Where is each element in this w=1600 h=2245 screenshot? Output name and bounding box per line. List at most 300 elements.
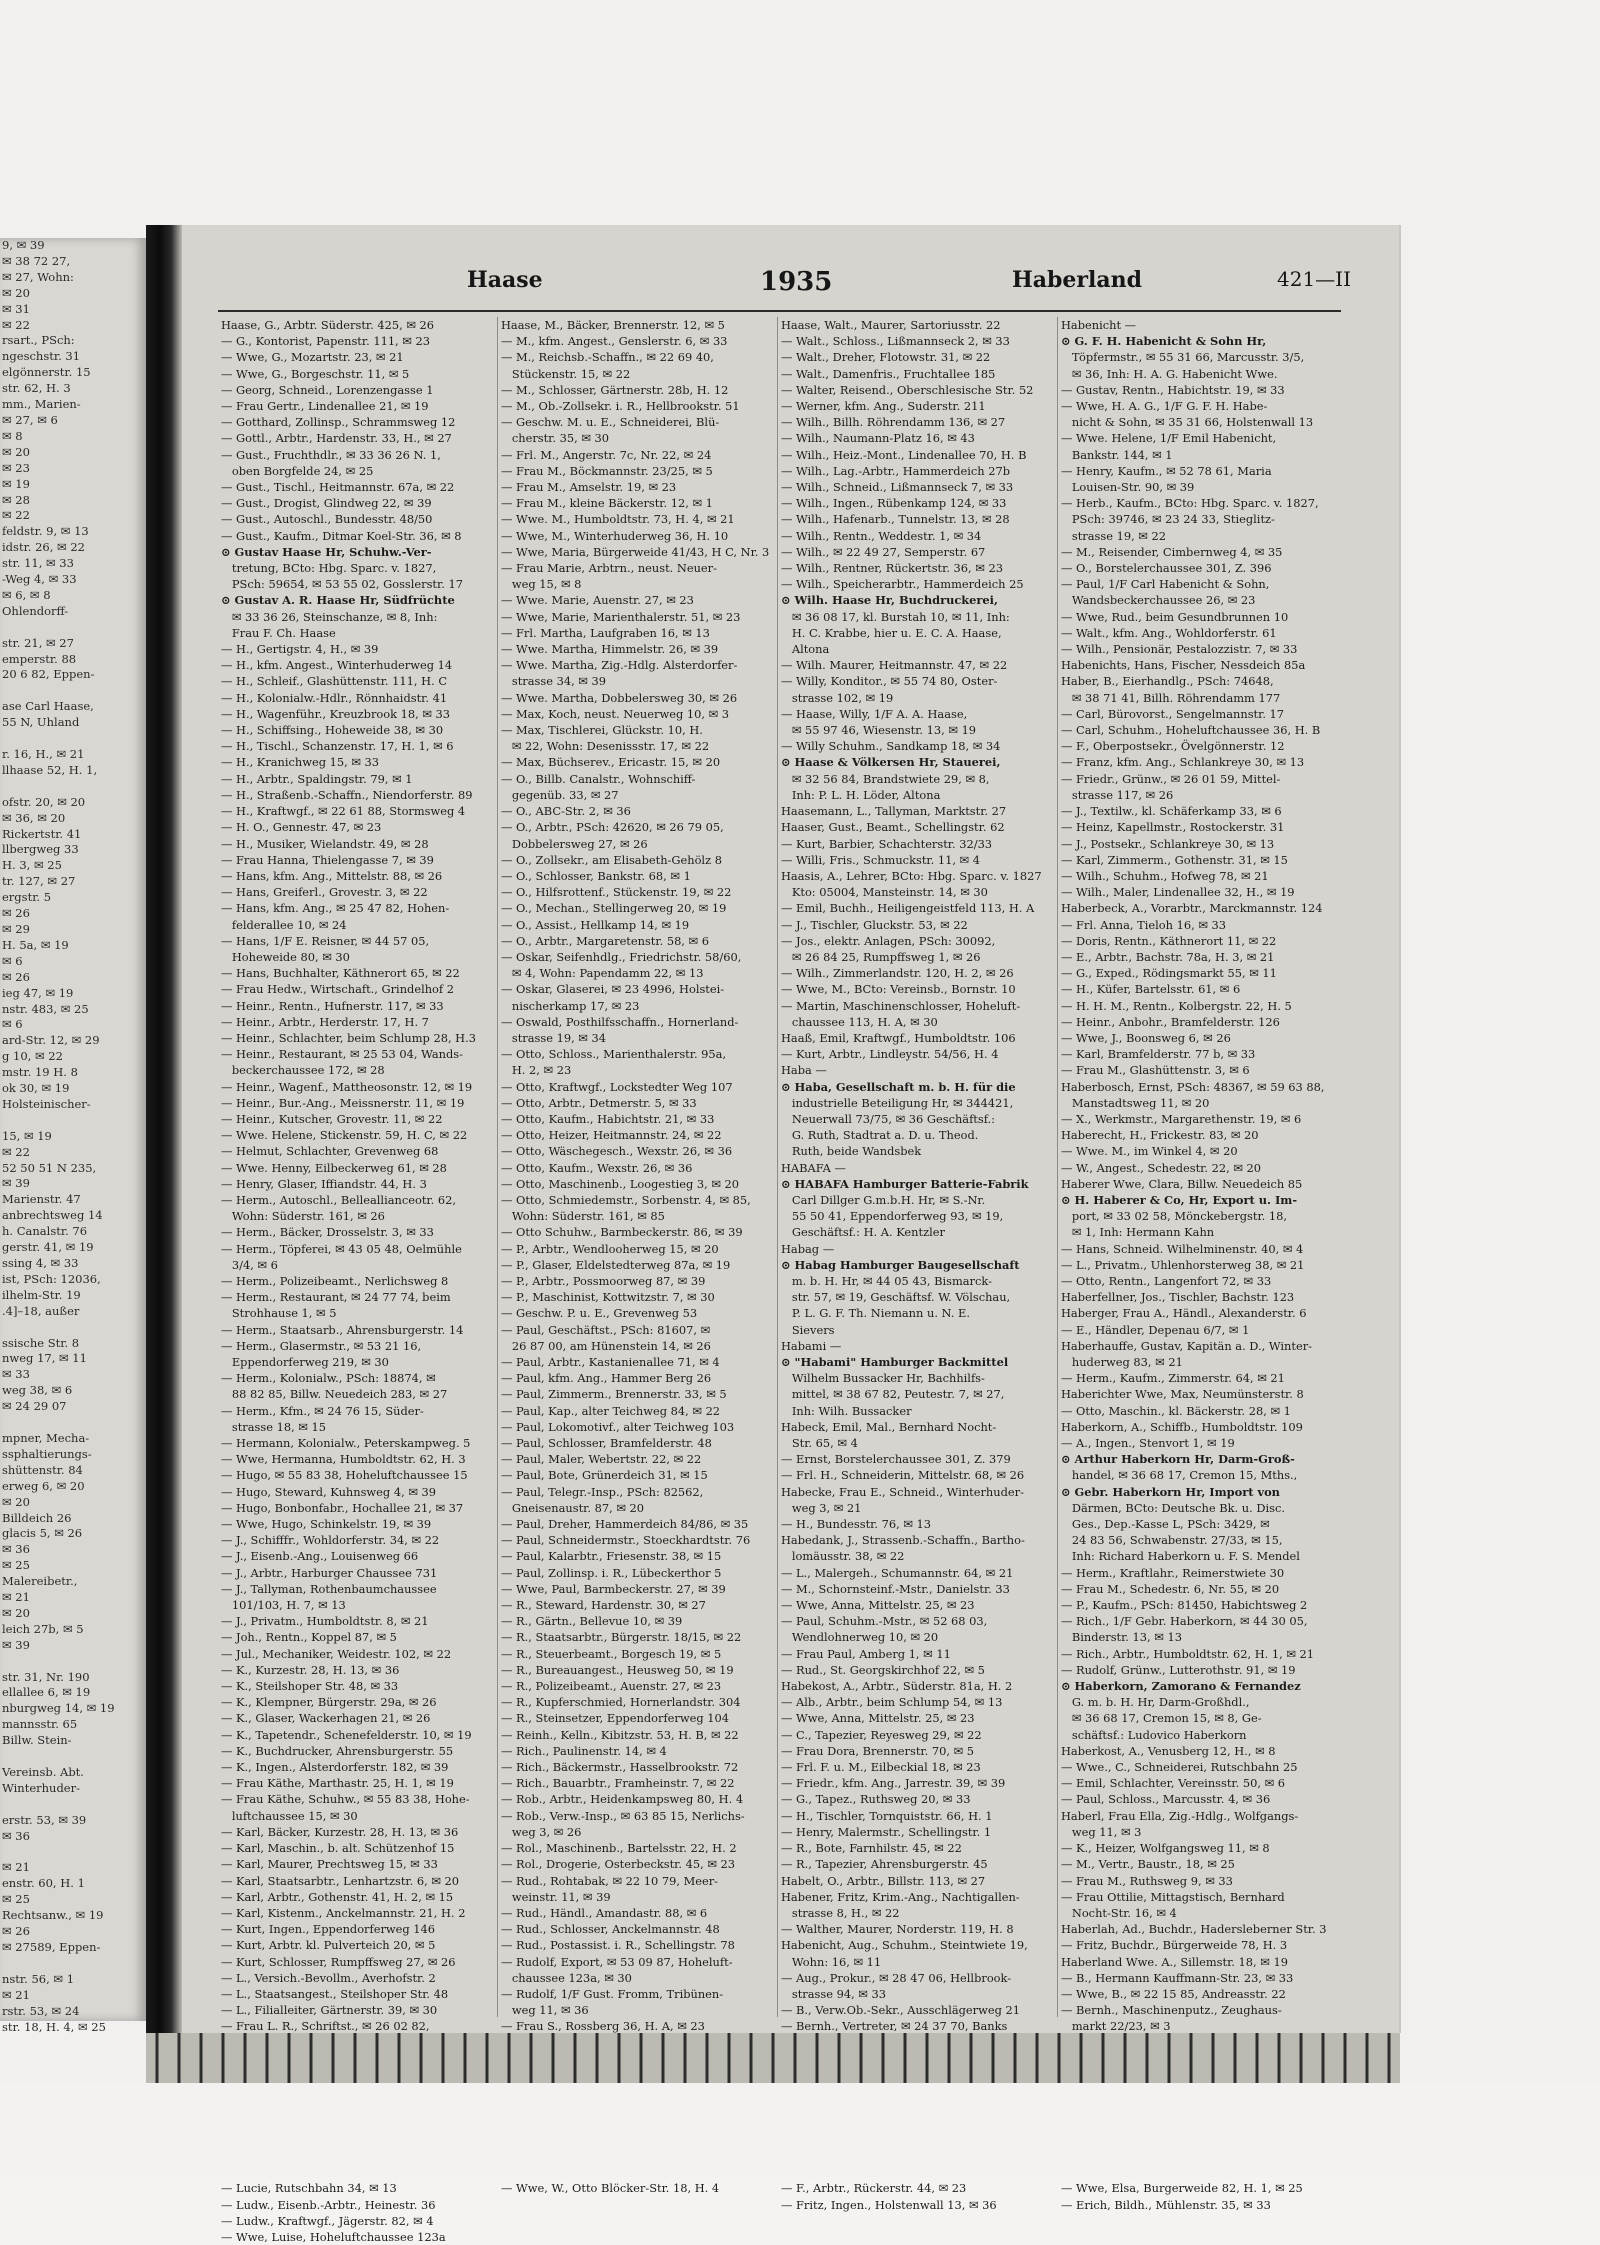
directory-entry: — J., Tallyman, Rothenbaumchaussee [221, 1581, 437, 1596]
left-page-line: ✉ 39 [2, 1176, 30, 1191]
directory-entry: — Gotthard, Zollinsp., Schrammsweg 12 [221, 415, 456, 430]
left-page-line: elgönnerstr. 15 [2, 365, 91, 380]
directory-entry: ⊙ Haase & Völkersen Hr, Stauerei, [781, 755, 1001, 770]
directory-entry: schäftsf.: Ludovico Haberkorn [1061, 1727, 1247, 1742]
directory-entry: — Ludw., Eisenb.-Arbtr., Heinestr. 36 [221, 2197, 436, 2212]
directory-entry: Haberland Wwe. A., Sillemstr. 18, ✉ 19 [1061, 1954, 1288, 1969]
left-page-line: ✉ 8 [2, 428, 23, 443]
directory-entry: — Hermann, Kolonialw., Peterskampweg. 5 [221, 1436, 471, 1451]
directory-entry: — Rudolf, Export, ✉ 53 09 87, Hoheluft- [501, 1954, 733, 1969]
directory-entry: — Rich., Paulinenstr. 14, ✉ 4 [501, 1743, 667, 1758]
directory-entry: — Wilh., Ingen., Rübenkamp 124, ✉ 33 [781, 496, 1007, 511]
directory-entry: weg 3, ✉ 21 [781, 1500, 862, 1515]
directory-entry: — A., Ingen., Stenvort 1, ✉ 19 [1061, 1436, 1235, 1451]
directory-entry: Haberichter Wwe, Max, Neumünsterstr. 8 [1061, 1387, 1304, 1402]
directory-entry: — Geschw. P. u. E., Grevenweg 53 [501, 1306, 698, 1321]
left-page-line: Marienstr. 47 [2, 1192, 81, 1207]
directory-entry: — G., Kontorist, Papenstr. 111, ✉ 23 [221, 334, 430, 349]
left-page-line: -Weg 4, ✉ 33 [2, 572, 77, 587]
left-page-line: ist, PSch: 12036, [2, 1271, 101, 1286]
directory-entry: — R., Tapezier, Ahrensburgerstr. 45 [781, 1857, 988, 1872]
binding-edge [146, 2033, 1400, 2083]
directory-entry: G. Ruth, Stadtrat a. D. u. Theod. [781, 1128, 979, 1143]
directory-entry: — Frau L. R., Schriftst., ✉ 26 02 82, [221, 2019, 430, 2034]
directory-entry: — Wilh., ✉ 22 49 27, Semperstr. 67 [781, 544, 986, 559]
left-page-line: glacis 5, ✉ 26 [2, 1526, 83, 1541]
directory-entry: — Karl, Kistenm., Anckelmannstr. 21, H. 2 [221, 1905, 466, 1920]
left-page-line: ✉ 36 [2, 1828, 30, 1843]
directory-entry: — F., Arbtr., Rückerstr. 44, ✉ 23 [781, 2181, 967, 2196]
directory-entry: — Jos., elektr. Anlagen, PSch: 30092, [781, 933, 996, 948]
directory-entry: Kto: 05004, Mansteinstr. 14, ✉ 30 [781, 885, 988, 900]
directory-entry: — Jul., Mechaniker, Weidestr. 102, ✉ 22 [221, 1646, 452, 1661]
directory-entry: Gneisenaustr. 87, ✉ 20 [501, 1500, 644, 1515]
directory-entry: — H., Arbtr., Spaldingstr. 79, ✉ 1 [221, 771, 413, 786]
left-page-line: ✉ 21 [2, 1987, 30, 2002]
directory-entry: — B., Verw.Ob.-Sekr., Ausschlägerweg 21 [781, 2003, 1021, 2018]
directory-entry: ✉ 33 36 26, Steinschanze, ✉ 8, Inh: [221, 609, 438, 624]
directory-entry: — Otto Schuhw., Barmbeckerstr. 86, ✉ 39 [501, 1225, 743, 1240]
directory-entry: — Frau Hanna, Thielengasse 7, ✉ 39 [221, 852, 434, 867]
left-page-line: str. 21, ✉ 27 [2, 635, 74, 650]
left-page-line: 15, ✉ 19 [2, 1128, 52, 1143]
left-page-line: gerstr. 41, ✉ 19 [2, 1240, 94, 1255]
page-header [182, 267, 1399, 301]
page-number: 421—II [1277, 267, 1351, 291]
directory-entry: — K., Steilshoper Str. 48, ✉ 33 [221, 1679, 399, 1694]
directory-entry: — Wilh., Billh. Röhrendamm 136, ✉ 27 [781, 415, 1006, 430]
left-page-line [0, 1415, 146, 1431]
directory-entry: — Wilh. Maurer, Heitmannstr. 47, ✉ 22 [781, 658, 1008, 673]
directory-entry: — M., Schlosser, Gärtnerstr. 28b, H. 12 [501, 382, 729, 397]
directory-entry: — Gustav, Rentn., Habichtstr. 19, ✉ 33 [1061, 382, 1285, 397]
left-page-line: str. 18, H. 4, ✉ 25 [2, 2019, 106, 2034]
directory-entry: — Wwe. Martha, Dobbelersweg 30, ✉ 26 [501, 690, 738, 705]
directory-entry: — J., Eisenb.-Ang., Louisenweg 66 [221, 1549, 419, 1564]
directory-entry: — O., Hilfsrottenf., Stückenstr. 19, ✉ 22 [501, 885, 732, 900]
directory-entry: — Wwe. Marie, Auenstr. 27, ✉ 23 [501, 593, 694, 608]
directory-entry: Hoheweide 80, ✉ 30 [221, 949, 350, 964]
directory-entry: — Wilh., Rentner, Rückertstr. 36, ✉ 23 [781, 561, 1003, 576]
directory-entry: ⊙ H. Haberer & Co, Hr, Export u. Im- [1061, 1192, 1298, 1207]
directory-entry: — Frau Ottilie, Mittagstisch, Bernhard [1061, 1889, 1285, 1904]
directory-entry: Bankstr. 144, ✉ 1 [1061, 447, 1173, 462]
directory-entry: Haberkost, A., Venusberg 12, H., ✉ 8 [1061, 1743, 1276, 1758]
directory-entry: markt 22/23, ✉ 3 [1061, 2019, 1171, 2034]
directory-entry: — H., Tischl., Schanzenstr. 17, H. 1, ✉ 6 [221, 739, 454, 754]
left-page-line: anbrechtsweg 14 [2, 1208, 103, 1223]
header-left-name: Haase [467, 267, 543, 293]
directory-entry: — G., Tapez., Ruthsweg 20, ✉ 33 [781, 1792, 971, 1807]
directory-entry: — Herm., Glasermstr., ✉ 53 21 16, [221, 1338, 422, 1353]
directory-entry: — F., Oberpostsekr., Övelgönnerstr. 12 [1061, 739, 1285, 754]
directory-entry: — O., Assist., Hellkamp 14, ✉ 19 [501, 917, 690, 932]
directory-entry: Nocht-Str. 16, ✉ 4 [1061, 1905, 1177, 1920]
directory-entry: — Heinr., Arbtr., Herderstr. 17, H. 7 [221, 1014, 429, 1029]
directory-entry: — Wwe, Paul, Barmbeckerstr. 27, ✉ 39 [501, 1581, 726, 1596]
left-page-line: ✉ 20 [2, 444, 30, 459]
left-page-line: llbergweg 33 [2, 842, 79, 857]
directory-entry: — Rich., Bäckermstr., Hasselbrookstr. 72 [501, 1760, 739, 1775]
directory-entry: — Otto, Heizer, Heitmannstr. 24, ✉ 22 [501, 1128, 722, 1143]
directory-entry: Frau F. Ch. Haase [221, 625, 336, 640]
directory-entry: — Otto, Maschin., kl. Bäckerstr. 28, ✉ 1 [1061, 1403, 1291, 1418]
directory-entry: Haaß, Emil, Kraftwgf., Humboldtstr. 106 [781, 1030, 1016, 1045]
directory-entry: — R., Polizeibeamt., Auenstr. 27, ✉ 23 [501, 1679, 722, 1694]
directory-entry: — Wwe, Maria, Bürgerweide 41/43, H C, Nr. 3 [501, 544, 770, 559]
directory-entry: Wandsbeckerchaussee 26, ✉ 23 [1061, 593, 1256, 608]
directory-entry: — Gust., Tischl., Heitmannstr. 67a, ✉ 22 [221, 480, 455, 495]
directory-entry: — Walther, Maurer, Norderstr. 119, H. 8 [781, 1922, 1014, 1937]
directory-entry: — Walt., Schloss., Lißmannseck 2, ✉ 33 [781, 334, 1010, 349]
left-page-line: ✉ 6 [2, 953, 23, 968]
directory-entry: tretung, BCto: Hbg. Sparc. v. 1827, [221, 561, 437, 576]
directory-entry: 55 50 41, Eppendorferweg 93, ✉ 19, [781, 1209, 1004, 1224]
directory-entry: — Herm., Kraftlahr., Reimerstwiete 30 [1061, 1565, 1285, 1580]
directory-entry: — Hans, kfm. Ang., ✉ 25 47 82, Hohen- [221, 901, 450, 916]
directory-entry: — Frau M., Schedestr. 6, Nr. 55, ✉ 20 [1061, 1581, 1280, 1596]
directory-entry: — Frl. H., Schneiderin, Mittelstr. 68, ✉ 26 [781, 1468, 1025, 1483]
directory-entry: — Wwe. Helene, 1/F Emil Habenicht, [1061, 431, 1277, 446]
directory-entry: — Frau Paul, Amberg 1, ✉ 11 [781, 1646, 951, 1661]
directory-entry: — Paul, Maler, Webertstr. 22, ✉ 22 [501, 1452, 702, 1467]
directory-entry: Neuerwall 73/75, ✉ 36 Geschäftsf.: [781, 1111, 995, 1126]
directory-entry: ⊙ Wilh. Haase Hr, Buchdruckerei, [781, 593, 998, 608]
directory-entry: — Emil, Schlachter, Vereinsstr. 50, ✉ 6 [1061, 1776, 1286, 1791]
directory-entry: Ruth, beide Wandsbek [781, 1144, 922, 1159]
directory-entry: — Gust., Autoschl., Bundesstr. 48/50 [221, 512, 433, 527]
directory-entry: — Willy, Konditor., ✉ 55 74 80, Oster- [781, 674, 998, 689]
directory-entry: Strohhause 1, ✉ 5 [221, 1306, 337, 1321]
directory-entry: — P., Arbtr., Wendlooherweg 15, ✉ 20 [501, 1241, 719, 1256]
directory-entry: — Bernh., Vertreter, ✉ 24 37 70, Banks [781, 2019, 1008, 2034]
directory-entry: — Frl. M., Angerstr. 7c, Nr. 22, ✉ 24 [501, 447, 712, 462]
directory-entry: — O., Mechan., Stellingerweg 20, ✉ 19 [501, 901, 727, 916]
directory-entry: — Carl, Bürovorst., Sengelmannstr. 17 [1061, 706, 1285, 721]
directory-entry: — Rud., Schlosser, Anckelmannstr. 48 [501, 1922, 720, 1937]
directory-entry: ⊙ Arthur Haberkorn Hr, Darm-Groß- [1061, 1452, 1295, 1467]
directory-entry: — Wilh., Naumann-Platz 16, ✉ 43 [781, 431, 975, 446]
directory-entry: beckerchaussee 172, ✉ 28 [221, 1063, 385, 1078]
directory-entry: — Wilh., Heiz.-Mont., Lindenallee 70, H. B [781, 447, 1027, 462]
directory-entry: — Heinr., Schlachter, beim Schlump 28, H.3 [221, 1030, 476, 1045]
left-page-line: llhaase 52, H. 1, [2, 762, 98, 777]
directory-entry: ⊙ Habag Hamburger Baugesellschaft [781, 1257, 1020, 1272]
directory-entry: — Paul, Zollinsp. i. R., Lübeckerthor 5 [501, 1565, 722, 1580]
directory-entry: weg 15, ✉ 8 [501, 577, 582, 592]
directory-entry: strasse 19, ✉ 34 [501, 1030, 606, 1045]
directory-entry: — Rud., Rohtabak, ✉ 22 10 79, Meer- [501, 1873, 719, 1888]
directory-entry: weg 11, ✉ 3 [1061, 1824, 1142, 1839]
directory-entry: — Heinr., Wagenf., Mattheosonstr. 12, ✉ 19 [221, 1079, 473, 1094]
left-page-line: nweg 17, ✉ 11 [2, 1351, 87, 1366]
left-page-line: Malereibetr., [2, 1574, 78, 1589]
directory-entry: — Wwe, Luise, Hoheluftchaussee 123a [221, 2229, 446, 2244]
left-page-line: tr. 127, ✉ 27 [2, 874, 76, 889]
left-page-line: 52 50 51 N 235, [2, 1160, 97, 1175]
left-page-line: ✉ 27, ✉ 6 [2, 412, 58, 427]
directory-entry: huderweg 83, ✉ 21 [1061, 1355, 1183, 1369]
left-page-line: ase Carl Haase, [2, 699, 94, 714]
directory-entry: Manstadtsweg 11, ✉ 20 [1061, 1095, 1210, 1110]
directory-entry: — Wwe. Helene, Stickenstr. 59, H. C, ✉ 22 [221, 1128, 468, 1143]
directory-entry: — M., Schornsteinf.-Mstr., Danielstr. 33 [781, 1581, 1010, 1596]
directory-entry: — Friedr., Grünw., ✉ 26 01 59, Mittel- [1061, 771, 1281, 786]
directory-entry: — Otto, Schmiedemstr., Sorbenstr. 4, ✉ 85, [501, 1192, 751, 1207]
directory-entry: — Herm., Autoschl., Belleallianceotr. 62, [221, 1192, 456, 1207]
directory-entry: — Heinr., Rentn., Hufnerstr. 117, ✉ 33 [221, 998, 444, 1013]
directory-entry: Haberhauffe, Gustav, Kapitän a. D., Winter- [1061, 1338, 1312, 1353]
directory-entry: — Karl, Maschin., b. alt. Schützenhof 15 [221, 1841, 455, 1856]
directory-entry: — R., Kupferschmied, Hornerlandstr. 304 [501, 1695, 741, 1710]
directory-entry: Haberfellner, Jos., Tischler, Bachstr. 123 [1061, 1290, 1295, 1305]
directory-entry: — Alb., Arbtr., beim Schlump 54, ✉ 13 [781, 1695, 1003, 1710]
directory-entry: — Paul, Schloss., Marcusstr. 4, ✉ 36 [1061, 1792, 1271, 1807]
directory-entry: Wohn: 16, ✉ 11 [781, 1954, 882, 1969]
directory-entry: — Kurt, Barbier, Schachterstr. 32/33 [781, 836, 993, 851]
directory-entry: Haase, Walt., Maurer, Sartoriusstr. 22 [781, 318, 1001, 332]
directory-entry: — L., Malergeh., Schumannstr. 64, ✉ 21 [781, 1565, 1014, 1580]
directory-entry: — Heinr., Restaurant, ✉ 25 53 04, Wands- [221, 1047, 463, 1062]
directory-entry: — Wwe, Anna, Mittelstr. 25, ✉ 23 [781, 1598, 975, 1613]
directory-entry: Str. 65, ✉ 4 [781, 1436, 858, 1451]
left-page-line: str. 31, Nr. 190 [2, 1669, 90, 1684]
left-page-line: nstr. 483, ✉ 25 [2, 1001, 89, 1016]
directory-entry: — Geschw. M. u. E., Schneiderei, Blü- [501, 415, 720, 430]
directory-entry: — J., Arbtr., Harburger Chaussee 731 [221, 1565, 438, 1580]
left-page-line: Rechtsanw., ✉ 19 [2, 1908, 104, 1923]
directory-entry: — Paul, Kalarbtr., Friesenstr. 38, ✉ 15 [501, 1549, 722, 1564]
directory-entry: — Lucie, Rutschbahn 34, ✉ 13 [221, 2181, 397, 2196]
directory-entry: Ges., Dep.-Kasse L, PSch: 3429, ✉ [1061, 1517, 1270, 1532]
directory-entry: — X., Werkmstr., Margarethenstr. 19, ✉ 6 [1061, 1111, 1302, 1126]
directory-entry: — H., Musiker, Wielandstr. 49, ✉ 28 [221, 836, 429, 851]
directory-entry: Eppendorferweg 219, ✉ 30 [221, 1355, 389, 1369]
directory-entry: — P., Arbtr., Possmoorweg 87, ✉ 39 [501, 1273, 706, 1288]
directory-entry: — H., Tischler, Tornquiststr. 66, H. 1 [781, 1808, 993, 1823]
directory-entry: strasse 94, ✉ 33 [781, 1986, 886, 2001]
left-page-line: ngeschstr. 31 [2, 349, 81, 364]
directory-entry: strasse 19, ✉ 22 [1061, 528, 1166, 543]
directory-entry: Inh: P. L. H. Löder, Altona [781, 787, 941, 802]
directory-entry: Habenicht, Aug., Schuhm., Steintwiete 19, [781, 1938, 1028, 1953]
directory-entry: — R., Steuerbeamt., Borgesch 19, ✉ 5 [501, 1646, 722, 1661]
directory-entry: Geschäftsf.: H. A. Kentzler [781, 1225, 945, 1240]
directory-column-4 [1058, 317, 1338, 2212]
left-page-line: Holsteinischer- [2, 1096, 91, 1111]
left-page-line: H. 5a, ✉ 19 [2, 937, 69, 952]
directory-entry: — R., Steward, Hardenstr. 30, ✉ 27 [501, 1598, 706, 1613]
directory-entry: — Wilh., Pensionär, Pestalozzistr. 7, ✉ 33 [1061, 642, 1298, 657]
directory-entry: ✉ 32 56 84, Brandstwiete 29, ✉ 8, [781, 771, 990, 786]
directory-entry: — O., ABC-Str. 2, ✉ 36 [501, 804, 631, 819]
directory-entry: — Rich., 1/F Gebr. Haberkorn, ✉ 44 30 05, [1061, 1614, 1308, 1629]
directory-entry: — Carl, Schuhm., Hoheluftchaussee 36, H. B [1061, 723, 1321, 738]
left-page-line: ofstr. 20, ✉ 20 [2, 794, 86, 809]
directory-entry: Habag — [781, 1241, 835, 1256]
directory-entry: — G., Exped., Rödingsmarkt 55, ✉ 11 [1061, 966, 1277, 981]
directory-entry: — Heinr., Kutscher, Grovestr. 11, ✉ 22 [221, 1111, 443, 1126]
directory-entry: — Paul, Arbtr., Kastanienallee 71, ✉ 4 [501, 1355, 720, 1369]
directory-entry: — Wwe, Rud., beim Gesundbrunnen 10 [1061, 609, 1289, 624]
directory-entry: — Frau M., Glashüttenstr. 3, ✉ 6 [1061, 1063, 1250, 1078]
directory-entry: Wilhelm Bussacker Hr, Bachhilfs- [781, 1371, 985, 1386]
directory-entry: — Walt., Damenfris., Fruchtallee 185 [781, 366, 996, 381]
directory-entry: ⊙ Gustav Haase Hr, Schuhw.-Ver- [221, 544, 432, 559]
directory-entry: H. 2, ✉ 23 [501, 1063, 572, 1078]
directory-entry: — Rud., St. Georgskirchhof 22, ✉ 5 [781, 1662, 985, 1677]
directory-entry: Habeck, Emil, Mal., Bernhard Nocht- [781, 1419, 997, 1434]
directory-entry: nischerkamp 17, ✉ 23 [501, 998, 640, 1013]
left-page-line [0, 1113, 146, 1129]
directory-entry: — Paul, Bote, Grünerdeich 31, ✉ 15 [501, 1468, 708, 1483]
left-page-line: .4]–18, außer [2, 1303, 80, 1318]
directory-entry: — Otto, Kaufm., Habichtstr. 21, ✉ 33 [501, 1111, 715, 1126]
directory-entry: port, ✉ 33 02 58, Mönckebergstr. 18, [1061, 1209, 1288, 1224]
directory-entry: — P., Glaser, Eldelstedterweg 87a, ✉ 19 [501, 1257, 731, 1272]
directory-entry: — Otto, Arbtr., Detmerstr. 5, ✉ 33 [501, 1095, 697, 1110]
directory-columns [218, 317, 1341, 2244]
directory-entry: — H., kfm. Angest., Winterhuderweg 14 [221, 658, 453, 673]
directory-entry: — Max, Tischlerei, Glückstr. 10, H. [501, 723, 703, 738]
directory-entry: — H. H. M., Rentn., Kolbergstr. 22, H. 5 [1061, 998, 1292, 1013]
directory-entry: — Paul, Lokomotivf., alter Teichweg 103 [501, 1419, 735, 1434]
directory-entry: — Wilh., Schuhm., Hofweg 78, ✉ 21 [1061, 868, 1269, 883]
directory-entry: Töpfermstr., ✉ 55 31 66, Marcusstr. 3/5, [1061, 350, 1305, 365]
left-page-line: mpner, Mecha- [2, 1430, 90, 1445]
directory-entry: — Herm., Kaufm., Zimmerstr. 64, ✉ 21 [1061, 1371, 1285, 1386]
directory-entry: Altona [781, 642, 830, 657]
directory-entry: — Frau Gertr., Lindenallee 21, ✉ 19 [221, 399, 429, 414]
directory-entry: — L., Versich.-Bevollm., Averhofstr. 2 [221, 1970, 436, 1985]
directory-entry: — Herm., Kfm., ✉ 24 76 15, Süder- [221, 1403, 424, 1418]
directory-entry: Därmen, BCto: Deutsche Bk. u. Disc. [1061, 1500, 1285, 1515]
directory-entry: — K., Klempner, Bürgerstr. 29a, ✉ 26 [221, 1695, 437, 1710]
left-page-line [0, 779, 146, 795]
left-page-line: ✉ 20 [2, 1605, 30, 1620]
directory-entry: handel, ✉ 36 68 17, Cremon 15, Mths., [1061, 1468, 1298, 1483]
directory-entry: — Fritz, Ingen., Holstenwall 13, ✉ 36 [781, 2197, 997, 2212]
directory-entry: — O., Billb. Canalstr., Wohnschiff- [501, 771, 696, 786]
directory-entry: — Wwe, Marie, Marienthalerstr. 51, ✉ 23 [501, 609, 741, 624]
directory-entry: — Heinr., Bur.-Ang., Meissnerstr. 11, ✉ 19 [221, 1095, 465, 1110]
book-gutter [146, 225, 182, 2033]
left-page-line: Rickertstr. 41 [2, 826, 82, 841]
left-page-line: ✉ 38 72 27, [2, 253, 71, 268]
directory-entry: Haberkorn, A., Schiffb., Humboldtstr. 109 [1061, 1419, 1303, 1434]
directory-column-3 [778, 317, 1058, 2212]
directory-entry: — H. O., Gennestr. 47, ✉ 23 [221, 820, 382, 835]
directory-entry: Habecke, Frau E., Schneid., Winterhuder- [781, 1484, 1024, 1499]
directory-entry: Habedank, J., Strassenb.-Schaffn., Bartho- [781, 1533, 1025, 1548]
left-page-line: ergstr. 5 [2, 890, 52, 905]
directory-entry: — Joh., Rentn., Koppel 87, ✉ 5 [221, 1630, 397, 1645]
bottom-margin [0, 2083, 1600, 2177]
directory-entry: G. m. b. H. Hr, Darm-Großhdl., [1061, 1695, 1250, 1710]
directory-entry: — Wwe, B., ✉ 22 15 85, Andreasstr. 22 [1061, 1986, 1286, 2001]
directory-entry: — Martin, Maschinenschlosser, Hoheluft- [781, 998, 1021, 1013]
directory-entry: — B., Hermann Kauffmann-Str. 23, ✉ 33 [1061, 1970, 1294, 1985]
directory-entry: — Oskar, Seifenhdlg., Friedrichstr. 58/60, [501, 949, 742, 964]
directory-entry: — Wwe, W., Otto Blöcker-Str. 18, H. 4 [501, 2181, 720, 2196]
left-page-line: ✉ 36 [2, 1542, 30, 1557]
left-page-line [0, 620, 146, 636]
directory-entry: ✉ 4, Wohn: Papendamm 22, ✉ 13 [501, 966, 704, 981]
directory-entry: — Wwe, Hugo, Schinkelstr. 19, ✉ 39 [221, 1517, 432, 1532]
directory-entry: — Hans, Schneid. Wilhelminenstr. 40, ✉ 4 [1061, 1241, 1304, 1256]
directory-entry: — K., Glaser, Wackerhagen 21, ✉ 26 [221, 1711, 431, 1726]
directory-entry: — Max, Büchserev., Ericastr. 15, ✉ 20 [501, 755, 721, 770]
directory-entry: — Bernh., Maschinenputz., Zeughaus- [1061, 2003, 1282, 2018]
left-page-line: ✉ 36, ✉ 20 [2, 810, 66, 825]
directory-entry: — H., Gertigstr. 4, H., ✉ 39 [221, 642, 379, 657]
left-page-fragment [0, 238, 146, 2034]
left-page-line: str. 62, H. 3 [2, 381, 71, 396]
directory-entry: — M., Ob.-Zollsekr. i. R., Hellbrookstr. 51 [501, 399, 740, 414]
directory-entry: Haberlah, Ad., Buchdr., Hadersleberner Str. 3 [1061, 1922, 1327, 1937]
directory-entry: Habelt, O., Arbtr., Billstr. 113, ✉ 27 [781, 1873, 986, 1888]
left-page-line: ✉ 26 [2, 969, 30, 984]
directory-entry: — Haase, Willy, 1/F A. A. Haase, [781, 706, 968, 721]
left-page-line: erweg 6, ✉ 20 [2, 1478, 85, 1493]
directory-entry: Carl Dillger G.m.b.H. Hr, ✉ S.-Nr. [781, 1192, 986, 1207]
directory-entry: — Fritz, Buchdr., Bürgerweide 78, H. 3 [1061, 1938, 1288, 1953]
directory-entry: — Karl, Zimmerm., Gothenstr. 31, ✉ 15 [1061, 852, 1288, 867]
directory-entry: ✉ 26 84 25, Rumpffsweg 1, ✉ 26 [781, 949, 981, 964]
directory-entry: Stückenstr. 15, ✉ 22 [501, 366, 631, 381]
directory-entry: — Karl, Arbtr., Gothenstr. 41, H. 2, ✉ 15 [221, 1889, 454, 1904]
directory-entry: Habenichts, Hans, Fischer, Nessdeich 85a [1061, 658, 1306, 673]
directory-entry: Haasemann, L., Tallyman, Marktstr. 27 [781, 804, 1007, 819]
directory-entry: — Frau Marie, Arbtrn., neust. Neuer- [501, 561, 717, 576]
directory-entry: — Otto, Rentn., Langenfort 72, ✉ 33 [1061, 1273, 1272, 1288]
left-page-line: ✉ 29 [2, 921, 30, 936]
directory-entry: ✉ 36 68 17, Cremon 15, ✉ 8, Ge- [1061, 1711, 1262, 1726]
directory-entry: — L., Privatm., Uhlenhorsterweg 38, ✉ 21 [1061, 1257, 1305, 1272]
directory-entry: Haasis, A., Lehrer, BCto: Hbg. Sparc. v. 1827 [781, 868, 1042, 883]
directory-entry: Habekost, A., Arbtr., Süderstr. 81a, H. 2 [781, 1679, 1013, 1694]
directory-entry: — Reinh., Kelln., Kibitzstr. 53, H. B, ✉ 22 [501, 1727, 739, 1742]
directory-entry: ⊙ "Habami" Hamburger Backmittel [781, 1355, 1009, 1369]
left-page-line [0, 731, 146, 747]
left-page-line: rstr. 53, ✉ 24 [2, 2003, 80, 2018]
directory-entry: — Herm., Restaurant, ✉ 24 77 74, beim [221, 1290, 451, 1305]
directory-entry: — Herm., Polizeibeamt., Nerlichsweg 8 [221, 1273, 449, 1288]
directory-entry: — Karl, Bramfelderstr. 77 b, ✉ 33 [1061, 1047, 1256, 1062]
directory-entry: — Frau Käthe, Marthastr. 25, H. 1, ✉ 19 [221, 1776, 454, 1791]
directory-entry: nicht & Sohn, ✉ 35 31 66, Holstenwall 13 [1061, 415, 1314, 430]
left-page-line: h. Canalstr. 76 [2, 1224, 88, 1239]
directory-entry: — O., Arbtr., Margaretenstr. 58, ✉ 6 [501, 933, 709, 948]
directory-entry: — Wwe, Elsa, Burgerweide 82, H. 1, ✉ 25 [1061, 2181, 1303, 2196]
directory-entry: Haaser, Gust., Beamt., Schellingstr. 62 [781, 820, 1005, 835]
directory-entry: — Henry, Kaufm., ✉ 52 78 61, Maria [1061, 463, 1272, 478]
directory-entry: — Herm., Staatsarb., Ahrensburgerstr. 14 [221, 1322, 464, 1337]
directory-entry: — Hugo, Steward, Kuhnsweg 4, ✉ 39 [221, 1484, 436, 1499]
directory-entry: — H., Schiffsing., Hoheweide 38, ✉ 30 [221, 723, 444, 738]
directory-entry: — Paul, Schuhm.-Mstr., ✉ 52 68 03, [781, 1614, 988, 1629]
directory-entry: H. C. Krabbe, hier u. E. C. A. Haase, [781, 625, 1002, 640]
directory-entry: — E., Arbtr., Bachstr. 78a, H. 3, ✉ 21 [1061, 949, 1275, 964]
left-page-line: ✉ 22 [2, 508, 30, 523]
directory-entry: — P., Kaufm., PSch: 81450, Habichtsweg 2 [1061, 1598, 1308, 1613]
directory-entry: — Wilh., Speicherarbtr., Hammerdeich 25 [781, 577, 1024, 592]
left-page-line [0, 1956, 146, 1972]
directory-entry: — Herm., Töpferei, ✉ 43 05 48, Oelmühle [221, 1241, 462, 1256]
directory-entry: — Wwe. Martha, Himmelstr. 26, ✉ 39 [501, 642, 719, 657]
directory-entry: — Rob., Verw.-Insp., ✉ 63 85 15, Nerlichs- [501, 1808, 745, 1823]
left-page-line: ✉ 28 [2, 492, 30, 507]
